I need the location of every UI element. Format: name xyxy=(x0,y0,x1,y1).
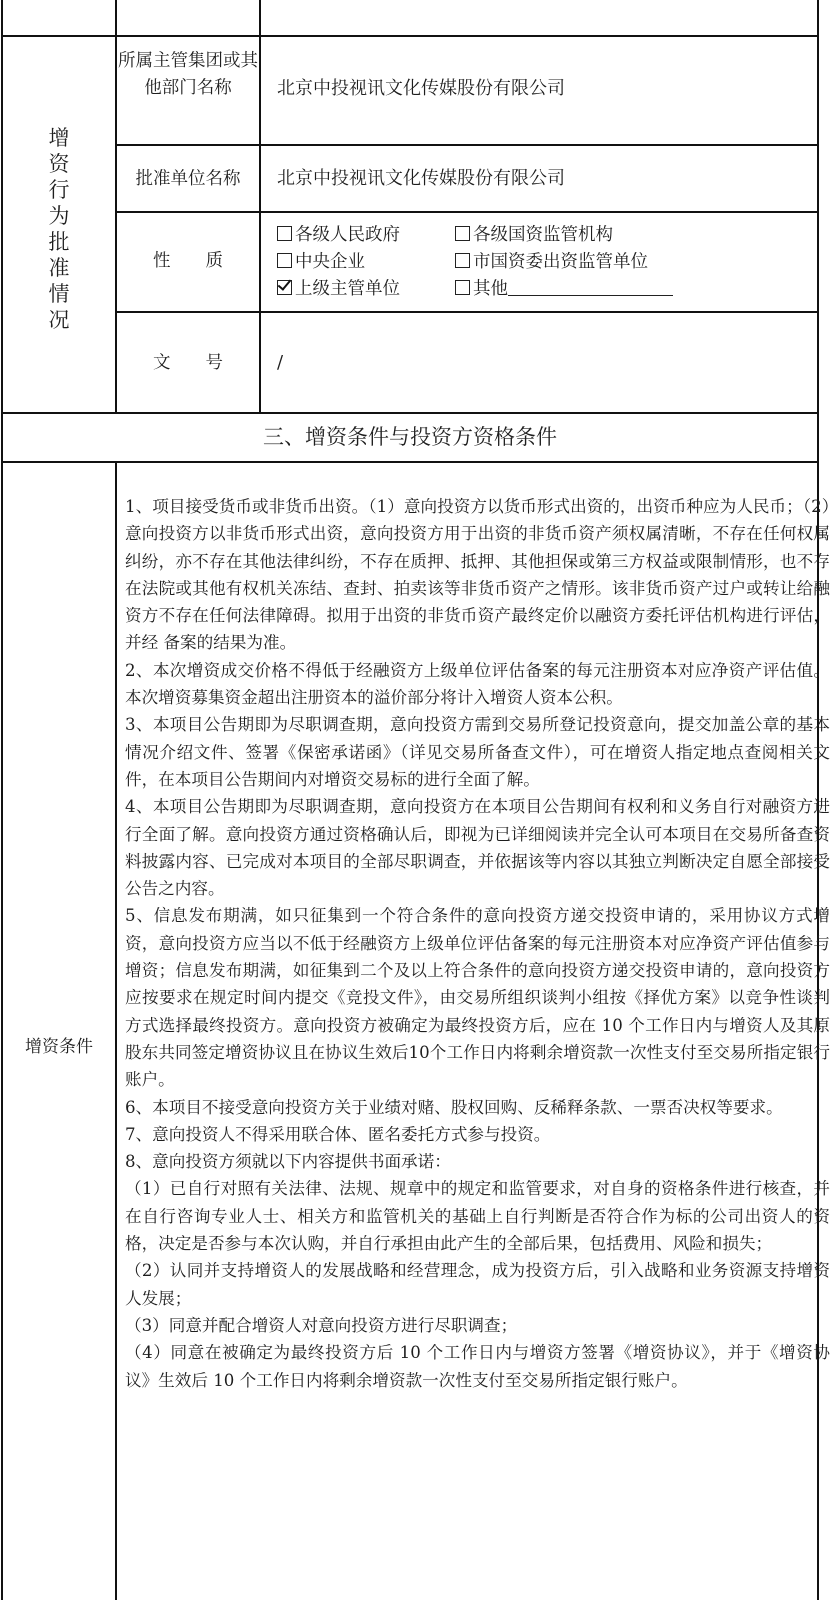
condition-paragraph: （3）同意并配合增资人对意向投资方进行尽职调查； xyxy=(125,1315,518,1335)
condition-paragraph: （2）认同并支持增资人的发展战略和经营理念，成为投资方后，引入战略和业务资源支持增资人发展； xyxy=(125,1261,830,1308)
condition-paragraph: 7、意向投资人不得采用联合体、匿名委托方式参与投资。 xyxy=(125,1124,551,1144)
row-line-2 xyxy=(116,144,819,146)
unit-value: 北京中投视讯文化传媒股份有限公司 xyxy=(277,168,565,189)
conditions-label: 增资条件 xyxy=(25,1037,93,1057)
option-government[interactable] xyxy=(277,222,400,249)
option-label: 中央企业 xyxy=(295,252,365,272)
option-label: 各级国资监管机构 xyxy=(473,225,613,245)
nature-label: 性 质 xyxy=(153,251,223,271)
condition-paragraph: （1）已自行对照有关法律、法规、规章中的规定和监管要求，对自身的资格条件进行核查，并在自行咨询专业人士、相关方和监管机关的基础上自行判断是否符合作为标的公司出资人的资格，决定是否参与本次认购，并自行承担由此产生的全部后果，包括费用、风险和损失； xyxy=(125,1179,830,1254)
checkbox-icon[interactable] xyxy=(277,226,292,241)
option-label: 各级人民政府 xyxy=(295,225,400,245)
approval-section-title: 增 资 行 为 批 准 情 况 xyxy=(48,126,70,332)
row-line-3 xyxy=(116,211,819,213)
row-line-1 xyxy=(1,35,819,37)
condition-paragraph: 1、项目接受货币或非货币出资。（1）意向投资方以货币形式出资的，出资币种应为人民币；（2）意向投资方以非货币形式出资，意向投资方用于出资的非货币资产须权属清晰，不存在任何权属纠纷，亦不存在其他法律纠纷，不存在质押、抵押、其他担保或第三方权益或限制情形，也不存在法院或其他有权机关冻结、查封、拍卖该等非货币资产之情形。该非货币资产过户或转让给融资方不存在任何法律障碍。拟用于出资的非货币资产最终定价以融资方委托评估机构进行评估，并经 备案的结果为准。 xyxy=(125,497,830,653)
option-label: 其他 xyxy=(473,279,508,299)
option-central-enterprise[interactable] xyxy=(277,249,365,276)
option-label: 市国资委出资监管单位 xyxy=(473,252,648,272)
checkbox-icon[interactable] xyxy=(455,280,470,295)
condition-paragraph: （4）同意在被确定为最终投资方后 10 个工作日内与增资方签署《增资协议》，并于《增资协议》生效后 10 个工作日内将剩余增资款一次性支付至交易所指定银行账户。 xyxy=(125,1343,830,1390)
option-sasac[interactable] xyxy=(455,222,613,249)
doc-number-label: 文 号 xyxy=(153,353,223,373)
option-other[interactable] xyxy=(455,276,673,303)
row-line-5 xyxy=(1,412,819,414)
condition-paragraph: 4、本项目公告期即为尽职调查期，意向投资方在本项目公告期间有权利和义务自行对融资方进行全面了解。意向投资方通过资格确认后，即视为已详细阅读并完全认可本项目在交易所备查资料披露内容、已完成对本项目的全部尽职调查，并依据该等内容以其独立判断决定自愿全部接受公告之内容。 xyxy=(125,797,830,899)
conditions-text xyxy=(125,493,830,1394)
other-blank-line[interactable] xyxy=(508,278,673,296)
doc-number-value: / xyxy=(277,352,284,373)
row-line-4 xyxy=(116,311,819,313)
option-label: 上级主管单位 xyxy=(295,279,400,299)
option-municipal-sasac-unit[interactable] xyxy=(455,249,648,276)
group-label: 所属主管集团或其他部门名称 xyxy=(118,51,258,98)
column-divider-inner xyxy=(259,0,261,413)
condition-paragraph: 2、本次增资成交价格不得低于经融资方上级单位评估备案的每元注册资本对应净资产评估值。本次增资募集资金超出注册资本的溢价部分将计入增资人资本公积。 xyxy=(125,660,830,708)
condition-paragraph: 8、意向投资方须就以下内容提供书面承诺： xyxy=(125,1152,451,1172)
condition-paragraph: 3、本项目公告期即为尽职调查期，意向投资方需到交易所登记投资意向，提交加盖公章的基本情况介绍文件、签署《保密承诺函》（详见交易所备查文件），可在增资人指定地点查阅相关文件，在本项目公告期间内对增资交易标的进行全面了解。 xyxy=(125,715,830,789)
condition-paragraph: 5、信息发布期满，如只征集到一个符合条件的意向投资方递交投资申请的，采用协议方式增资，意向投资方应当以不低于经融资方上级单位评估备案的每元注册资本对应净资产评估值参与增资；信息发布期满，如征集到二个及以上符合条件的意向投资方递交投资申请的，意向投资方应按要求在规定时间内提交《竞投文件》，由交易所组织谈判小组按《择优方案》以竞争性谈判方式选择最终投资方。意向投资方被确定为最终投资方后，应在 10 个工作日内与增资人及其原股东共同签定增资协议且在协议生效后10个工作日内将剩余增资款一次性支付至交易所指定银行账户。 xyxy=(125,906,830,1090)
row-line-6 xyxy=(1,461,819,463)
checkbox-icon[interactable] xyxy=(277,253,292,268)
group-value: 北京中投视讯文化传媒股份有限公司 xyxy=(277,78,565,99)
unit-label: 批准单位名称 xyxy=(135,169,241,189)
checked-checkbox-icon[interactable] xyxy=(277,280,292,295)
checkbox-icon[interactable] xyxy=(455,226,470,241)
option-superior-unit[interactable] xyxy=(277,276,400,303)
column-divider-conditions xyxy=(115,461,117,1600)
checkbox-icon[interactable] xyxy=(455,253,470,268)
section-title: 三、增资条件与投资方资格条件 xyxy=(263,425,557,449)
condition-paragraph: 6、本项目不接受意向投资方关于业绩对赌、股权回购、反稀释条款、一票否决权等要求。 xyxy=(125,1097,783,1117)
